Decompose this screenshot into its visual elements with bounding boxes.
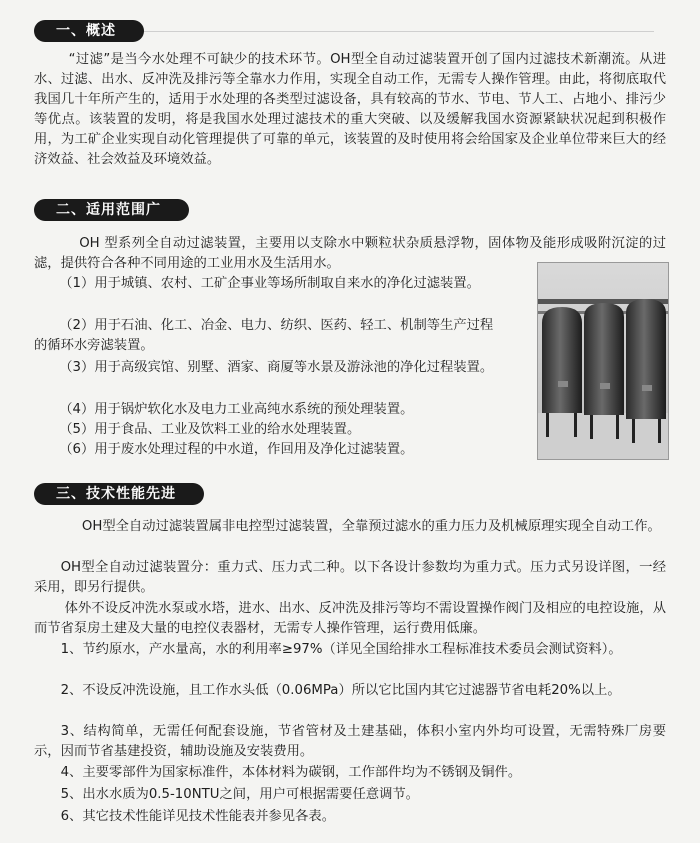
filter-tanks-photo [537, 262, 669, 460]
performance-point-5: 5、出水水质为0.5-10NTU之间，用户可根据需要任意调节。 [60, 787, 419, 802]
section-2-intro: OH 型系列全自动过滤装置，主要用以支除水中颗粒状杂质悬浮物，固体物及能形成吸附沉淀的过滤，提供符合各种不同用途的工业用水及生活用水。 [34, 236, 666, 271]
section-2-title: 二、适用范围广 [34, 199, 189, 221]
performance-point-4: 4、主要零部件为国家标准件，本体材料为碳钢，工作部件均为不锈钢及铜件。 [60, 765, 522, 780]
scope-item-1: （1）用于城镇、农村、工矿企事业等场所制取自来水的净化过滤装置。 [59, 276, 480, 291]
section-1-paragraph: “过滤”是当今水处理不可缺少的技术环节。OH型全自动过滤装置开创了国内过滤技术新潮流。从进水、过滤、出水、反冲洗及排污等全靠水力作用，实现全自动工作，无需专人操作管理。由此，将彻底取代我国几十年所产生的，适用于水处理的各类型过滤设备，具有较高的节水、节电、节人工、占地小、排污少等优点。该装置的发明，将是我国水处理过滤技术的重大突破、以及缓解我国水资源紧缺状况起到积极作用，为工矿企业实现自动化管理提供了可靠的单元，该装置的及时使用将会给国家及企业单位带来巨大的经济效益、社会效益及环境效益。 [34, 52, 666, 167]
section-3-title: 三、技术性能先进 [34, 483, 204, 505]
filter-tanks-illustration [538, 263, 668, 459]
performance-point-6: 6、其它技术性能详见技术性能表并参见各表。 [60, 809, 335, 824]
performance-paragraph-3: 体外不设反冲洗水泵或水塔，进水、出水、反冲洗及排污等均不需设置操作阀门及相应的电控设施，从而节省泵房土建及大量的电控仪表器材，无需专人操作管理，运行费用低廉。 [34, 601, 666, 636]
section-1-title: 一、概述 [34, 20, 144, 42]
performance-paragraph-1: OH型全自动过滤装置属非电控型过滤装置，全靠预过滤水的重力压力及机械原理实现全自动工作。 [81, 519, 661, 534]
performance-paragraph-2: OH型全自动过滤装置分：重力式、压力式二种。以下各设计参数均为重力式。压力式另设详图，一经采用，即另行提供。 [34, 560, 666, 595]
section-3-header [34, 483, 294, 505]
scope-item-2: （2）用于石油、化工、冶金、电力、纺织、医药、轻工、机制等生产过程的循环水旁滤装置。 [34, 318, 494, 353]
scope-item-3: （3）用于高级宾馆、别墅、酒家、商厦等水景及游泳池的净化过程装置。 [59, 360, 494, 375]
scope-item-6: （6）用于废水处理过程的中水道，作回用及净化过滤装置。 [59, 442, 414, 457]
scope-item-5: （5）用于食品、工业及饮料工业的给水处理装置。 [59, 422, 361, 437]
performance-point-2: 2、不设反冲洗设施，且工作水头低（0.06MPa）所以它比国内其它过滤器节省电耗20%以上。 [60, 683, 621, 698]
performance-point-1: 1、节约原水，产水量高，水的利用率≥97%（详见全国给排水工程标准技术委员会测试资料）。 [60, 642, 622, 657]
section-1-header [34, 20, 654, 42]
section-2-header [34, 199, 294, 221]
scope-item-4: （4）用于锅炉软化水及电力工业高纯水系统的预处理装置。 [59, 402, 414, 417]
performance-point-3: 3、结构简单，无需任何配套设施，节省管材及土建基础，体积小室内外均可设置，无需特殊厂房要示，因而节省基建投资，辅助设施及安装费用。 [34, 724, 666, 759]
